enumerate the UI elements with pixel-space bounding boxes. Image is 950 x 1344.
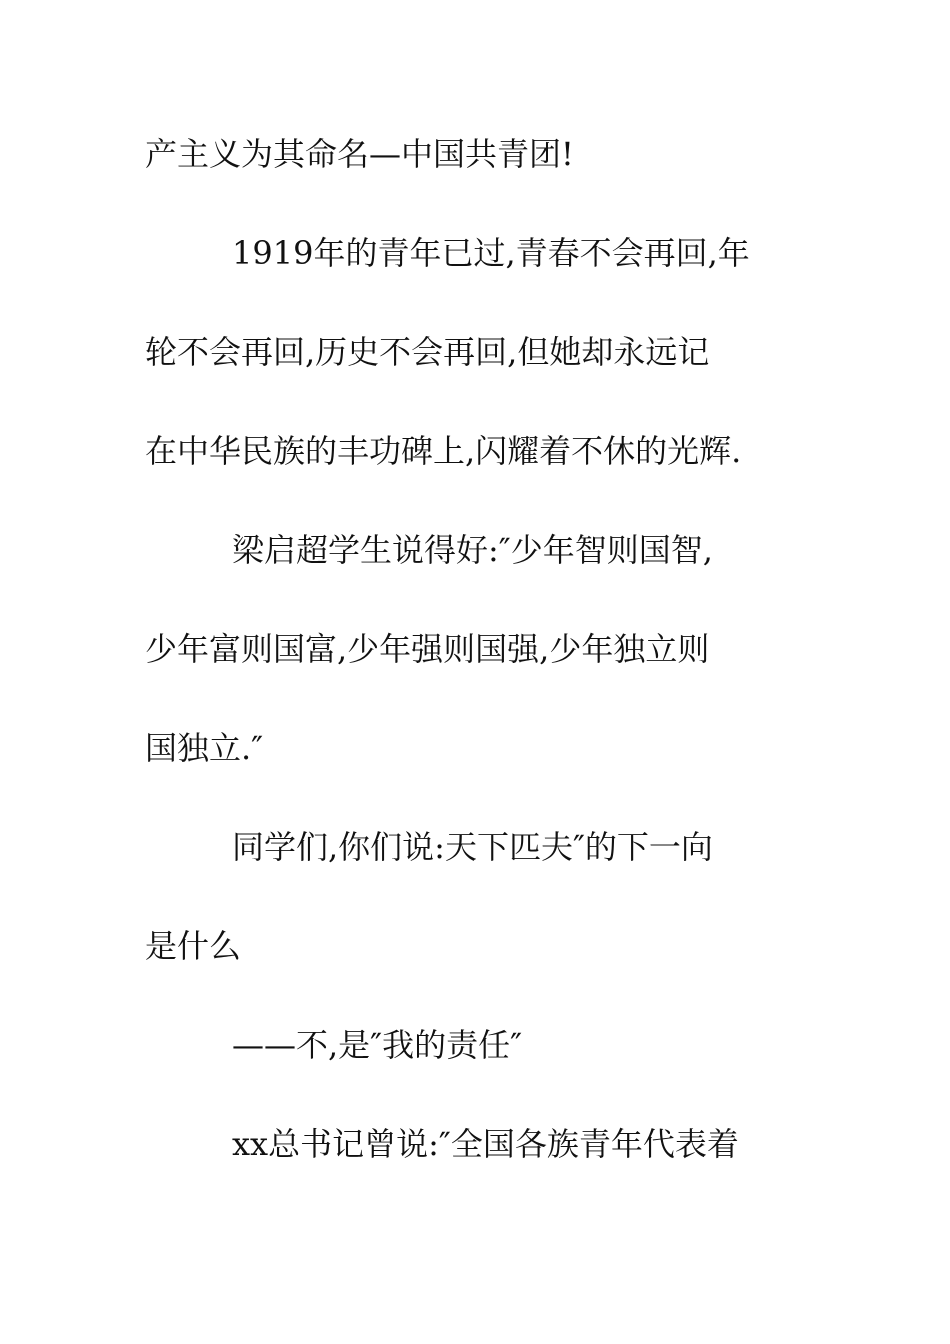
text-line: 国独立.″ (145, 729, 264, 767)
text-line: 同学们,你们说:天下匹夫″的下一向 (232, 828, 713, 866)
text-line: ——不,是″我的责任″ (232, 1026, 523, 1064)
text-line: xx总书记曾说:″全国各族青年代表着 (232, 1125, 739, 1163)
text-line: 在中华民族的丰功碑上,闪耀着不休的光辉. (145, 432, 742, 470)
text-line: 产主义为其命名—中国共青团! (145, 135, 574, 173)
text-line: 轮不会再回,历史不会再回,但她却永远记 (145, 333, 710, 371)
text-line: 梁启超学生说得好:″少年智则国智, (232, 531, 713, 569)
text-line: 少年富则国富,少年强则国强,少年独立则 (145, 630, 710, 668)
text-line: 1919年的青年已过,青春不会再回,年 (232, 234, 750, 272)
text-line: 是什么 (145, 927, 242, 965)
